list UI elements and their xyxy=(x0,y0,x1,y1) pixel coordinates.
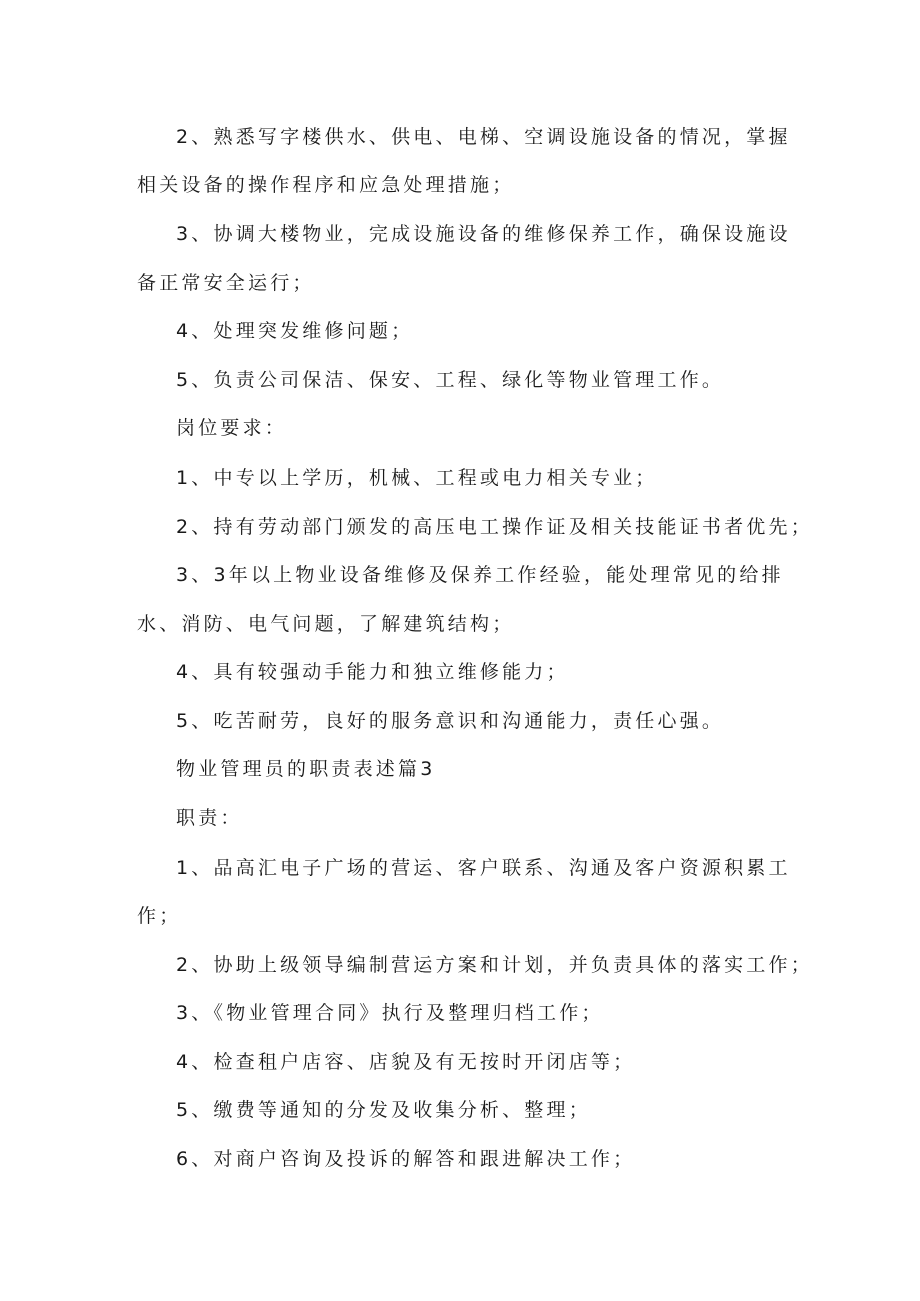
text-line: 3、3年以上物业设备维修及保养工作经验，能处理常见的给排 xyxy=(176,564,784,586)
text-line: 4、处理突发维修问题； xyxy=(176,320,414,342)
text-line: 2、协助上级领导编制营运方案和计划，并负责具体的落实工作； xyxy=(176,954,813,976)
section-heading: 职责： xyxy=(176,807,243,829)
text-line: 3、协调大楼物业，完成设施设备的维修保养工作，确保设施设 xyxy=(176,223,791,245)
text-line: 2、熟悉写字楼供水、供电、电梯、空调设施设备的情况，掌握 xyxy=(176,126,791,148)
text-line: 相关设备的操作程序和应急处理措施； xyxy=(137,174,515,196)
text-line: 水、消防、电气问题，了解建筑结构； xyxy=(137,613,515,635)
text-line: 2、持有劳动部门颁发的高压电工操作证及相关技能证书者优先； xyxy=(176,516,813,538)
text-line: 5、吃苦耐劳，良好的服务意识和沟通能力，责任心强。 xyxy=(176,710,725,732)
text-line: 6、对商户咨询及投诉的解答和跟进解决工作； xyxy=(176,1148,636,1170)
text-line: 3、《物业管理合同》执行及整理归档工作； xyxy=(176,1002,604,1024)
section-title: 物业管理员的职责表述篇3 xyxy=(176,758,436,780)
text-line: 1、品高汇电子广场的营运、客户联系、沟通及客户资源积累工 xyxy=(176,857,791,879)
text-line: 5、缴费等通知的分发及收集分析、整理； xyxy=(176,1099,591,1121)
text-line: 备正常安全运行； xyxy=(137,272,315,294)
text-line: 5、负责公司保洁、保安、工程、绿化等物业管理工作。 xyxy=(176,369,725,391)
section-heading: 岗位要求： xyxy=(176,417,288,439)
text-line: 作； xyxy=(137,905,182,927)
text-line: 4、检查租户店容、店貌及有无按时开闭店等； xyxy=(176,1051,636,1073)
text-line: 1、中专以上学历，机械、工程或电力相关专业； xyxy=(176,467,658,489)
text-line: 4、具有较强动手能力和独立维修能力； xyxy=(176,661,569,683)
